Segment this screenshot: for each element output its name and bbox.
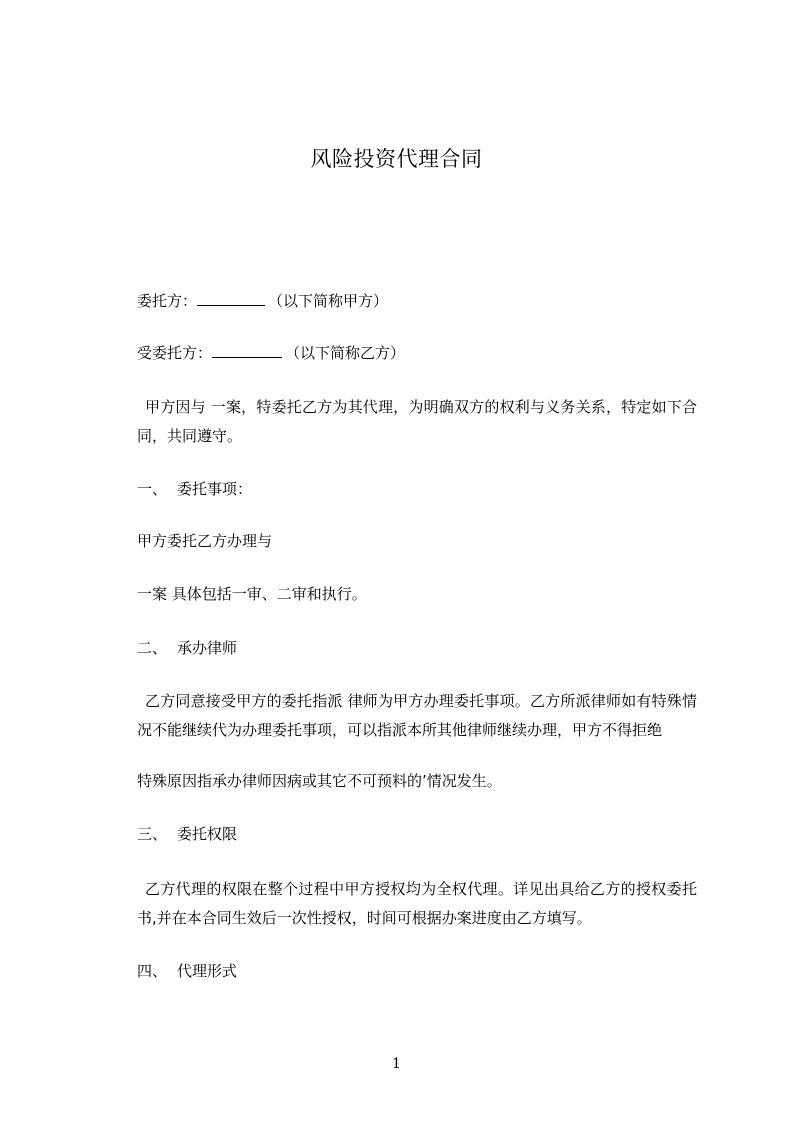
section-number: 三、 (137, 825, 168, 843)
agent-blank (212, 343, 282, 358)
section-heading-3 (137, 824, 237, 844)
section2-line: 特殊原因指承办律师因病或其它不可预料的’情况发生。 (137, 772, 502, 790)
client-line (137, 291, 388, 311)
section1-line2: 一案 具体包括一审、二审和执行。 (137, 585, 367, 603)
agent-line (137, 343, 405, 363)
section-title: 代理形式 (177, 962, 238, 980)
section-number: 四、 (137, 962, 168, 980)
agent-label: 受委托方： (137, 344, 213, 362)
section-number: 二、 (137, 639, 168, 657)
section-title: 委托权限 (177, 825, 238, 843)
section-title: 委托事项： (177, 480, 253, 498)
client-blank (197, 291, 265, 306)
section2-paragraph: 乙方同意接受甲方的委托指派 律师为甲方办理委托事项。乙方所派律师如有特殊情况不能继续代为办理委托事项，可以指派本所其他律师继续办理，甲方不得拒绝 (137, 692, 697, 739)
section-heading-2 (137, 638, 237, 658)
document-title: 风险投资代理合同 (310, 147, 483, 171)
section-number: 一、 (137, 480, 168, 498)
page-number: 1 (392, 1056, 401, 1072)
section-title: 承办律师 (177, 639, 238, 657)
agent-suffix: （以下简称乙方） (285, 344, 406, 362)
intro-paragraph: 甲方因与 一案，特委托乙方为其代理，为明确双方的权利与义务关系，特定如下合同，共同遵守。 (137, 398, 697, 445)
section3-paragraph: 乙方代理的权限在整个过程中甲方授权均为全权代理。详见出具给乙方的授权委托书,并在本合同生效后一次性授权，时间可根据办案进度由乙方填写。 (137, 880, 697, 927)
section-heading-4 (137, 961, 237, 981)
client-label: 委托方： (137, 292, 198, 310)
client-suffix: （以下简称甲方） (268, 292, 389, 310)
section1-line1: 甲方委托乙方办理与 (137, 532, 273, 550)
section-heading-1 (137, 479, 252, 499)
